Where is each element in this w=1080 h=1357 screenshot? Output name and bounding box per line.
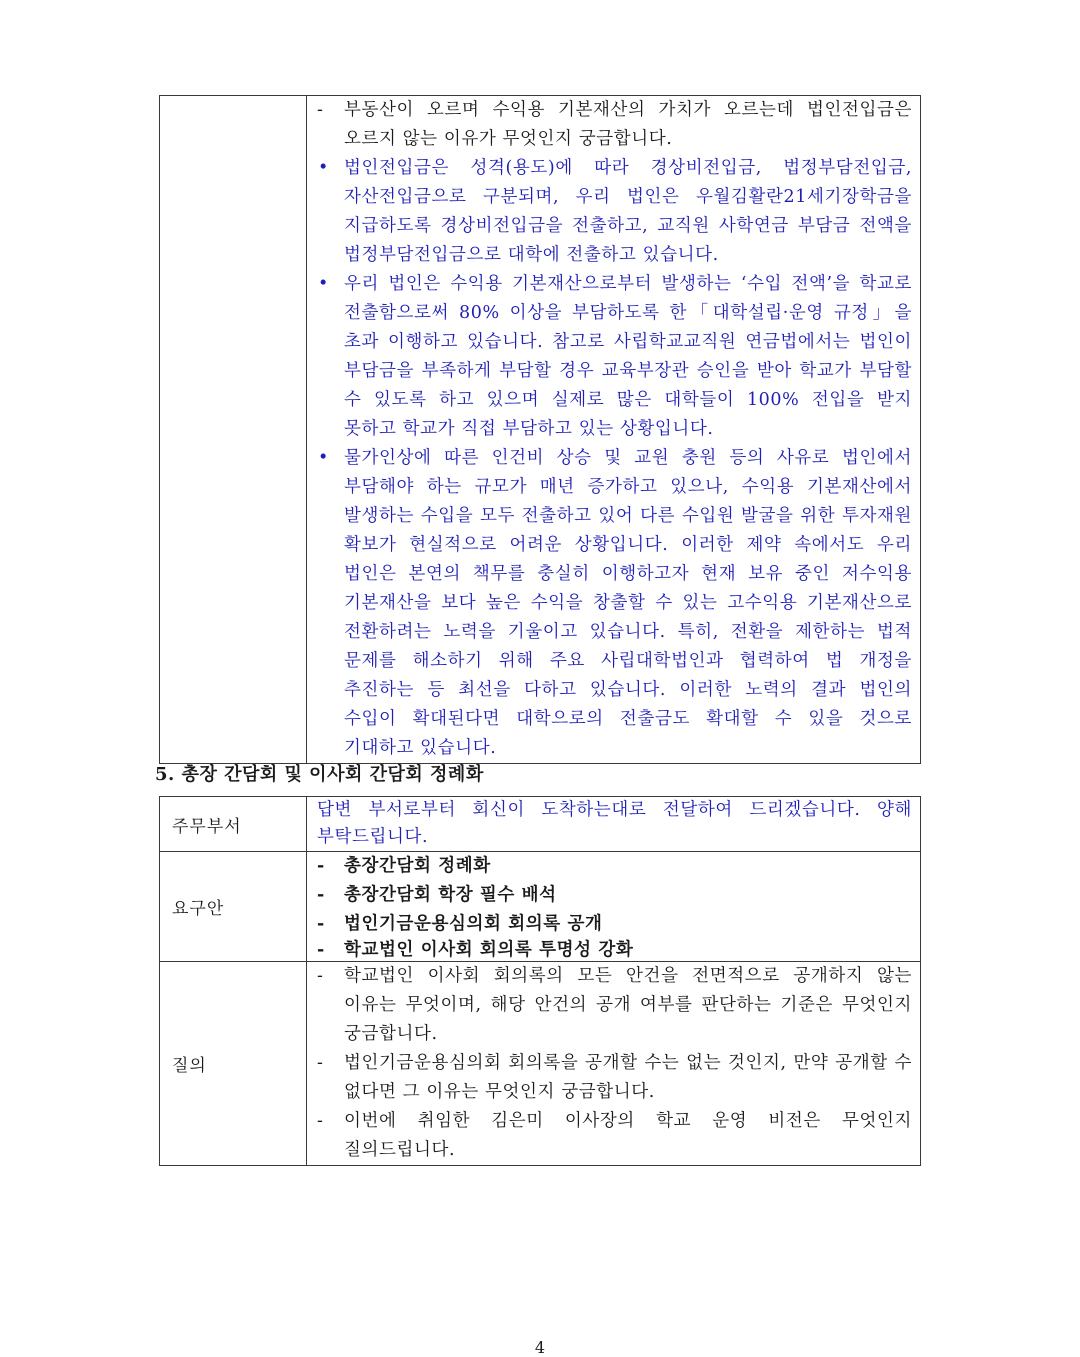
table-row (160, 852, 921, 962)
page-number: 4 (534, 1338, 546, 1357)
answer-bullet-3: • 물가인상에 따른 인건비 상승 및 교원 충원 등의 사유로 법인에서 부담해야 하는 규모가 매년 증가하고 있으나, 수익용 기본재산에서 발생하는 수입을 모두 전출하고 있어 다른 수입원 발굴을 위한 투자재원 확보가 현실적으로 어려운 상황입니다. 이러한 제약 속에서도 우리 법인은 본연의 책무를 충실히 이행하고자 현재 보유 중인 저수익용 기본재산을 보다 높은 수익을 창출할 수 있는 고수익용 기본재산으로 전환하려는 노력을 기울이고 있습니다. 특히, 전환을 제한하는 법적 문제를 해소하기 위해 주요 사립대학법인과 협력하여 법 개정을 추진하는 등 최선을 다하고 있습니다. 이러한 노력의 결과 법인의 수입이 확대된다면 대학으로의 전출금도 확대할 수 있을 것으로 기대하고 있습니다. (317, 444, 912, 763)
section-title: 5. 총장 간담회 및 이사회 간담회 정례화 (155, 764, 484, 785)
answer-bullet-2: • 우리 법인은 수익용 기본재산으로부터 발생하는 ‘수입 전액’을 학교로 전출함으로써 80% 이상을 부담하도록 한「대학설립·운영 규정」을 초과 이행하고 있습니다. 참고로 사립학교교직원 연금법에서는 법인이 부담금을 부족하게 부담할 경우 교육부장관 승인을 받아 학교가 부담할 수 있도록 하고 있으며 실제로 많은 대학들이 100% 전입을 받지 못하고 학교가 직접 부담하고 있는 상황입니다. (317, 270, 912, 444)
top-table (159, 95, 921, 764)
answer-content-cell (307, 96, 921, 764)
dept-label: 주무부서 (160, 797, 307, 852)
dept-text: 답변 부서로부터 회신이 도착하는대로 전달하여 드리겠습니다. 양해 부탁드립니다. (317, 800, 912, 847)
question-item-3: - 이번에 취임한 김은미 이사장의 학교 운영 비전은 무엇인지 질의드립니다. (317, 1107, 912, 1165)
table-row (160, 962, 921, 1166)
answer-bullet-1: • 법인전입금은 성격(용도)에 따라 경상비전입금, 법정부담전입금, 자산전입금으로 구분되며, 우리 법인은 우월김활란21세기장학금을 지급하도록 경상비전입금을 전출하고, 교직원 사학연금 부담금 전액을 법정부담전입금으로 대학에 전출하고 있습니다. (317, 154, 912, 270)
empty-label-cell (160, 96, 307, 764)
question-label: 질의 (160, 962, 307, 1166)
table-row (160, 797, 921, 852)
table-row (160, 96, 921, 764)
demand-item-2: - 총장간담회 학장 필수 배석 (317, 881, 912, 910)
section5-table (159, 796, 921, 1166)
dept-content-cell (307, 797, 921, 852)
demand-item-4: - 학교법인 이사회 회의록 투명성 강화 (317, 939, 912, 961)
question-content-cell (307, 962, 921, 1166)
question-item-2: - 법인기금운용심의회 회의록을 공개할 수는 없는 것인지, 만약 공개할 수 없다면 그 이유는 무엇인지 궁금합니다. (317, 1049, 912, 1107)
demand-item-3: - 법인기금운용심의회 회의록 공개 (317, 910, 912, 939)
question-line: - 부동산이 오르며 수익용 기본재산의 가치가 오르는데 법인전입금은 오르지 않는 이유가 무엇인지 궁금합니다. (317, 96, 912, 154)
demand-item-1: - 총장간담회 정례화 (317, 852, 912, 881)
question-item-1: - 학교법인 이사회 회의록의 모든 안건을 전면적으로 공개하지 않는 이유는 무엇이며, 해당 안건의 공개 여부를 판단하는 기준은 무엇인지 궁금합니다. (317, 962, 912, 1049)
demand-label: 요구안 (160, 852, 307, 962)
demand-content-cell (307, 852, 921, 962)
